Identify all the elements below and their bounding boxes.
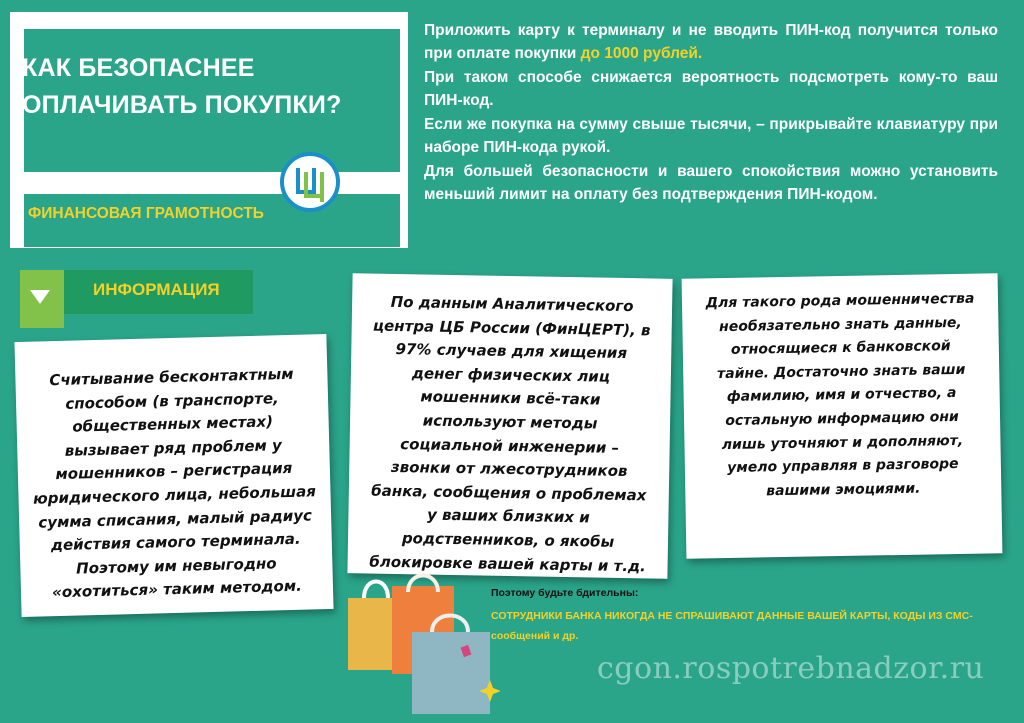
- watermark: cgon.rospotrebnadzor.ru: [597, 651, 985, 686]
- note-contactless: [14, 334, 333, 617]
- note-fincert-text: По данным Аналитического центра ЦБ России (ФинЦЕРТ), в 97% случаев для хищения денег физических лиц мошенники всё-таки используют методы социальной инженерии – звонки от лжесотрудников банка, сообщения о проблемах у ваших близких и родственников, о якобы блокировке вашей карты и т.д.: [369, 292, 651, 575]
- brand-label: ФИНАНСОВАЯ ГРАМОТНОСТЬ: [28, 205, 264, 222]
- financial-literacy-logo: [280, 152, 340, 212]
- intro-paragraph-2: При таком способе снижается вероятность подсмотреть кому-то ваш ПИН-код.: [424, 69, 998, 109]
- title-card: [10, 12, 408, 248]
- info-label: ИНФОРМАЦИЯ: [93, 280, 220, 299]
- intro-text: [424, 20, 998, 208]
- intro-paragraph-3: Если же покупка на сумму свыше тысячи, – прикрывайте клавиатуру при наборе ПИН-кода рукой.: [424, 116, 998, 156]
- triangle-down-icon: [30, 290, 50, 304]
- note-fraud-data-text: Для такого рода мошенничества необязательно знать данные, относящиеся к банковской тайне. Достаточно знать ваши фамилию, имя и отчество, а остальную информацию они лишь уточняют и дополняют, умело управляя в разговоре вашими эмоциями.: [705, 290, 975, 500]
- shopping-bags-icon: [340, 570, 500, 720]
- warning-heading: Поэтому будьте бдительны:: [491, 587, 639, 599]
- limit-highlight: до 1000 рублей.: [580, 44, 703, 62]
- page-title: КАК БЕЗОПАСНЕЕ ОПЛАЧИВАТЬ ПОКУПКИ?: [22, 54, 342, 119]
- intro-paragraph-4: Для большей безопасности и вашего спокойствия можно установить меньший лимит на оплату без подтверждения ПИН-кодом.: [424, 163, 998, 203]
- note-fraud-data: [682, 273, 1003, 558]
- logo-band: [24, 172, 400, 194]
- note-fincert: [347, 273, 672, 579]
- note-contactless-text: Считывание бесконтактным способом (в транспорте, общественных местах) вызывает ряд проблем у мошенников – регистрация юридического лица, небольшая сумма списания, малый радиус действия самого терминала. Поэтому им невыгодно «охотиться» таким методом.: [32, 364, 317, 602]
- intro-paragraph-1: Приложить карту к терминалу и не вводить ПИН-код получится только при оплате покупки до 1000 рублей.: [424, 22, 998, 62]
- warning-body: СОТРУДНИКИ БАНКА НИКОГДА НЕ СПРАШИВАЮТ ДАННЫЕ ВАШЕЙ КАРТЫ, КОДЫ ИЗ СМС-сообщений и др.: [491, 610, 973, 642]
- logo-icon: [284, 156, 336, 208]
